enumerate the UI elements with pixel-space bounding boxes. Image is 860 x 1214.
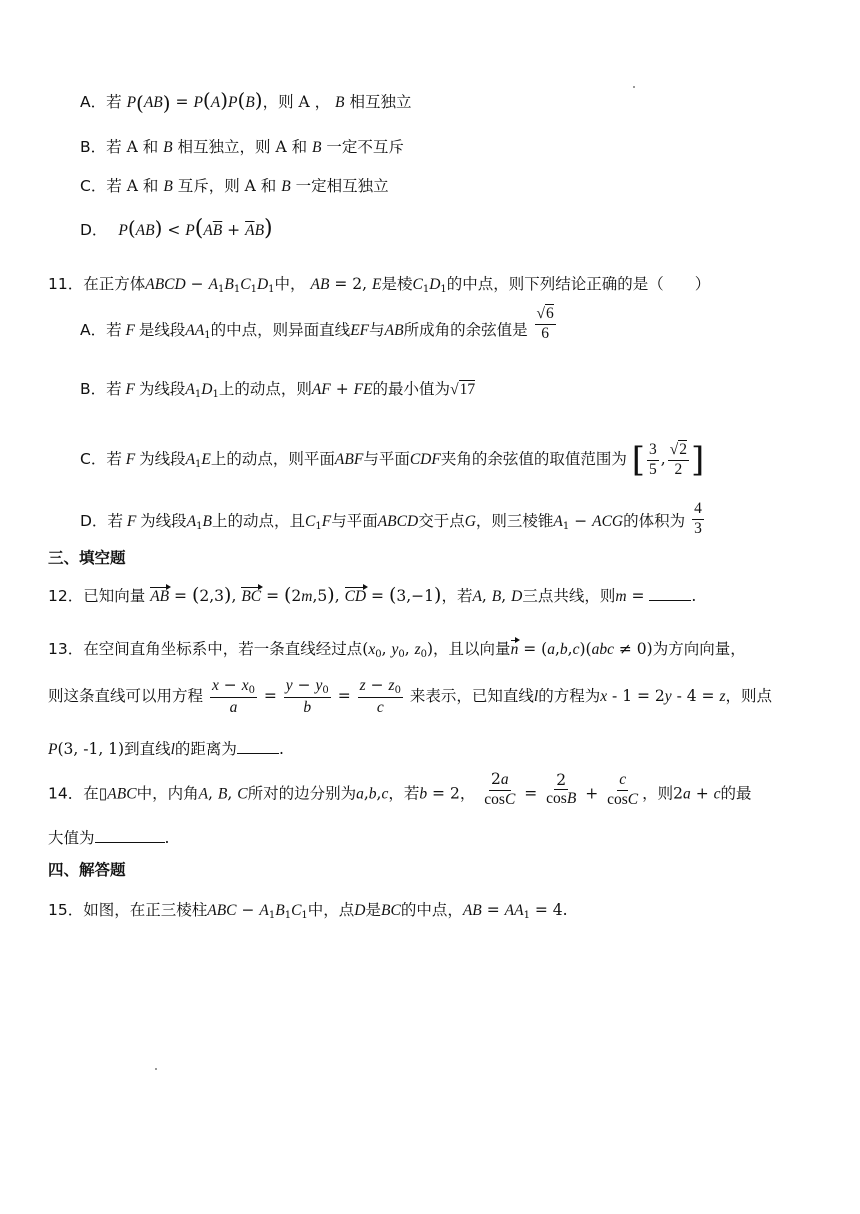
q14-line2: 大值为 . [48,829,170,847]
section-heading-solutions: 四、解答题 [48,861,126,879]
q13-answer-blank[interactable] [237,739,279,754]
q14-line1: 14．在▯ABC中，内角A, B, C所对的边分别为a,b,c，若b = 2， $\frac{2a}{\cos C}$ = $\frac{2}{\cos B}$ + $\frac{c}{\cos C}$ ，则2a + c的最 [48,770,752,808]
q13-line2: 则这条直线可以用方程 $\frac{x - x_0}{a}$ = $\frac{y - y_0}{b}$ = $\frac{z - z_0}{c}$ 来表示，已知直线l的方程为x - 1 = 2y - 4 = z，则点 [48,676,773,716]
stray-dot [633,86,635,88]
stray-dot [155,1068,157,1070]
q10-option-b: B．若 A 和 B 相互独立，则 A 和 B 一定不互斥 [80,138,404,156]
q10-option-a: A．若 P(AB) = P(A)P(B)，则 A ， B 相互独立 [80,88,412,115]
q11-option-a: A．若 F 是线段$AA_1$的中点，则异面直线EF与AB所成角的余弦值是 $\frac{√6}{6}$ [80,304,554,342]
q15: 15．如图，在正三棱柱ABC − $A_1B_1C_1$中，点D是BC的中点，AB = $AA_1 = 4$. [48,901,568,921]
q11-option-c: C．若 F 为线段$A_1E$上的动点，则平面ABF与平面CDF夹角的余弦值的取值范围为 [ $\frac{3}{5}$ , $\frac{√2}{2}$ ] [80,440,705,480]
q13-line1: 13．在空间直角坐标系中，若一条直线经过点($x_0$, $y_0$, $z_0$)，且以向量n = (a,b,c)(abc ≠ 0)为方向向量， [48,640,746,660]
q11-option-b: B．若 F 为线段$A_1D_1$上的动点，则AF + FE的最小值为√17 [80,380,476,400]
q12: 12．已知向量 AB = (2,3), BC = (2m,5), CD = (3,−1)，若A, B, D三点共线，则m = . [48,584,697,606]
q10-option-c: C．若 A 和 B 互斥，则 A 和 B 一定相互独立 [80,177,389,195]
q10-option-d: D． $P(AB) < P(A\overline{B} + \overline{A}B)$ [80,216,273,241]
q11-stem: 11．在正方体ABCD − $A_1B_1C_1D_1$中， AB = 2, E是棱$C_1D_1$的中点，则下列结论正确的是（ ） [48,275,711,295]
q14-answer-blank[interactable] [95,828,165,843]
section-heading-fill-blank: 三、填空题 [48,549,126,567]
q13-line3: P(3, -1, 1)到直线l的距离为 . [48,740,284,758]
q11-option-d: D．若 F 为线段$A_1B$上的动点，且$C_1F$与平面ABCD交于点G，则三棱锥$A_1$ − ACG的体积为 $\frac{4}{3}$ [80,500,702,537]
q12-answer-blank[interactable] [649,586,691,601]
